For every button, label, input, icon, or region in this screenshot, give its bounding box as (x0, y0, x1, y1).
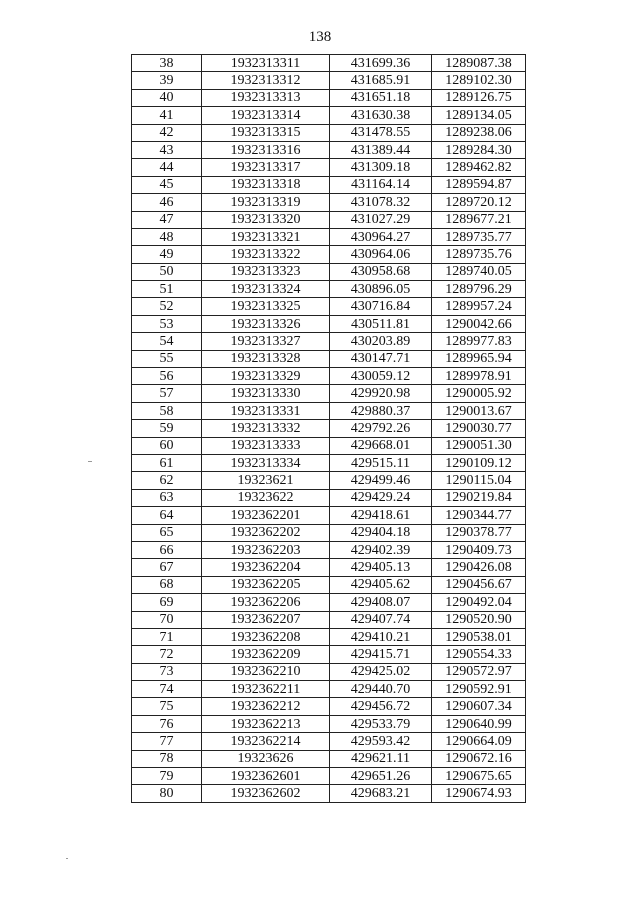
y-coordinate-cell: 1290664.09 (432, 733, 526, 750)
table-row (132, 176, 526, 193)
x-coordinate-cell: 429499.46 (330, 472, 432, 489)
x-coordinate-cell: 431651.18 (330, 89, 432, 106)
table-row (132, 715, 526, 732)
point-id-cell: 1932313323 (202, 263, 330, 280)
point-number-cell: 41 (132, 107, 202, 124)
table-row (132, 350, 526, 367)
x-coordinate-cell: 430203.89 (330, 333, 432, 350)
table-row (132, 750, 526, 767)
point-id-cell: 1932362206 (202, 594, 330, 611)
table-row (132, 228, 526, 245)
point-id-cell: 1932313320 (202, 211, 330, 228)
x-coordinate-cell: 429593.42 (330, 733, 432, 750)
point-number-cell: 73 (132, 663, 202, 680)
page-number: 138 (308, 29, 332, 45)
y-coordinate-cell: 1290051.30 (432, 437, 526, 454)
point-number-cell: 59 (132, 420, 202, 437)
y-coordinate-cell: 1290675.65 (432, 768, 526, 785)
point-id-cell: 1932362212 (202, 698, 330, 715)
point-id-cell: 1932362213 (202, 715, 330, 732)
table-row (132, 298, 526, 315)
point-id-cell: 1932362214 (202, 733, 330, 750)
x-coordinate-cell: 429651.26 (330, 768, 432, 785)
point-number-cell: 62 (132, 472, 202, 489)
x-coordinate-cell: 429515.11 (330, 454, 432, 471)
y-coordinate-cell: 1289735.77 (432, 228, 526, 245)
point-number-cell: 78 (132, 750, 202, 767)
point-number-cell: 72 (132, 646, 202, 663)
point-id-cell: 1932362210 (202, 663, 330, 680)
y-coordinate-cell: 1290607.34 (432, 698, 526, 715)
x-coordinate-cell: 431078.32 (330, 194, 432, 211)
table-row (132, 194, 526, 211)
point-id-cell: 1932313330 (202, 385, 330, 402)
point-number-cell: 40 (132, 89, 202, 106)
x-coordinate-cell: 429792.26 (330, 420, 432, 437)
x-coordinate-cell: 429456.72 (330, 698, 432, 715)
point-number-cell: 61 (132, 454, 202, 471)
point-id-cell: 1932313327 (202, 333, 330, 350)
table-row (132, 489, 526, 506)
point-number-cell: 75 (132, 698, 202, 715)
point-number-cell: 74 (132, 681, 202, 698)
table-row (132, 507, 526, 524)
point-id-cell: 1932362202 (202, 524, 330, 541)
x-coordinate-cell: 429410.21 (330, 628, 432, 645)
point-number-cell: 56 (132, 368, 202, 385)
y-coordinate-cell: 1289735.76 (432, 246, 526, 263)
y-coordinate-cell: 1289796.29 (432, 281, 526, 298)
y-coordinate-cell: 1290409.73 (432, 541, 526, 558)
y-coordinate-cell: 1290042.66 (432, 315, 526, 332)
y-coordinate-cell: 1290378.77 (432, 524, 526, 541)
x-coordinate-cell: 430511.81 (330, 315, 432, 332)
point-id-cell: 1932313332 (202, 420, 330, 437)
y-coordinate-cell: 1289238.06 (432, 124, 526, 141)
point-number-cell: 64 (132, 507, 202, 524)
point-number-cell: 67 (132, 559, 202, 576)
x-coordinate-cell: 429533.79 (330, 715, 432, 732)
point-id-cell: 1932313319 (202, 194, 330, 211)
table-row (132, 437, 526, 454)
table-row (132, 663, 526, 680)
y-coordinate-cell: 1290013.67 (432, 402, 526, 419)
y-coordinate-cell: 1289462.82 (432, 159, 526, 176)
y-coordinate-cell: 1290426.08 (432, 559, 526, 576)
table-row (132, 159, 526, 176)
table-row (132, 281, 526, 298)
y-coordinate-cell: 1290492.04 (432, 594, 526, 611)
scan-speck (66, 858, 68, 859)
x-coordinate-cell: 429402.39 (330, 541, 432, 558)
y-coordinate-cell: 1289720.12 (432, 194, 526, 211)
y-coordinate-cell: 1289126.75 (432, 89, 526, 106)
y-coordinate-cell: 1290538.01 (432, 628, 526, 645)
point-id-cell: 1932313324 (202, 281, 330, 298)
table-row (132, 72, 526, 89)
table-row (132, 681, 526, 698)
x-coordinate-cell: 429440.70 (330, 681, 432, 698)
point-id-cell: 1932362601 (202, 768, 330, 785)
x-coordinate-cell: 429683.21 (330, 785, 432, 802)
point-id-cell: 1932362602 (202, 785, 330, 802)
point-id-cell: 19323621 (202, 472, 330, 489)
y-coordinate-cell: 1290030.77 (432, 420, 526, 437)
point-id-cell: 1932313318 (202, 176, 330, 193)
x-coordinate-cell: 429418.61 (330, 507, 432, 524)
y-coordinate-cell: 1290109.12 (432, 454, 526, 471)
x-coordinate-cell: 431699.36 (330, 55, 432, 72)
point-number-cell: 65 (132, 524, 202, 541)
point-number-cell: 71 (132, 628, 202, 645)
x-coordinate-cell: 429404.18 (330, 524, 432, 541)
point-id-cell: 1932313331 (202, 402, 330, 419)
point-id-cell: 1932313316 (202, 141, 330, 158)
y-coordinate-cell: 1289740.05 (432, 263, 526, 280)
coordinates-table-body (132, 55, 526, 803)
point-id-cell: 1932362205 (202, 576, 330, 593)
table-row (132, 141, 526, 158)
x-coordinate-cell: 431478.55 (330, 124, 432, 141)
point-id-cell: 1932362207 (202, 611, 330, 628)
y-coordinate-cell: 1290456.67 (432, 576, 526, 593)
x-coordinate-cell: 430964.06 (330, 246, 432, 263)
x-coordinate-cell: 429621.11 (330, 750, 432, 767)
point-id-cell: 1932313329 (202, 368, 330, 385)
x-coordinate-cell: 431685.91 (330, 72, 432, 89)
x-coordinate-cell: 429405.13 (330, 559, 432, 576)
table-row (132, 211, 526, 228)
point-id-cell: 1932313311 (202, 55, 330, 72)
table-row (132, 611, 526, 628)
point-number-cell: 54 (132, 333, 202, 350)
point-number-cell: 46 (132, 194, 202, 211)
point-id-cell: 1932313314 (202, 107, 330, 124)
table-row (132, 646, 526, 663)
table-row (132, 368, 526, 385)
point-id-cell: 1932362203 (202, 541, 330, 558)
point-number-cell: 49 (132, 246, 202, 263)
table-row (132, 246, 526, 263)
point-id-cell: 1932362208 (202, 628, 330, 645)
point-number-cell: 80 (132, 785, 202, 802)
table-row (132, 385, 526, 402)
point-number-cell: 43 (132, 141, 202, 158)
y-coordinate-cell: 1289102.30 (432, 72, 526, 89)
point-id-cell: 1932313325 (202, 298, 330, 315)
point-id-cell: 1932362201 (202, 507, 330, 524)
point-number-cell: 44 (132, 159, 202, 176)
point-id-cell: 1932362204 (202, 559, 330, 576)
table-row (132, 733, 526, 750)
point-number-cell: 60 (132, 437, 202, 454)
y-coordinate-cell: 1290115.04 (432, 472, 526, 489)
y-coordinate-cell: 1289284.30 (432, 141, 526, 158)
table-row (132, 524, 526, 541)
point-id-cell: 1932313334 (202, 454, 330, 471)
point-id-cell: 1932313328 (202, 350, 330, 367)
x-coordinate-cell: 430147.71 (330, 350, 432, 367)
y-coordinate-cell: 1290592.91 (432, 681, 526, 698)
point-number-cell: 57 (132, 385, 202, 402)
table-row (132, 454, 526, 471)
point-id-cell: 1932313313 (202, 89, 330, 106)
x-coordinate-cell: 431309.18 (330, 159, 432, 176)
x-coordinate-cell: 429405.62 (330, 576, 432, 593)
point-number-cell: 51 (132, 281, 202, 298)
point-id-cell: 1932313326 (202, 315, 330, 332)
table-row (132, 576, 526, 593)
y-coordinate-cell: 1289677.21 (432, 211, 526, 228)
table-row (132, 89, 526, 106)
point-number-cell: 66 (132, 541, 202, 558)
table-row (132, 333, 526, 350)
y-coordinate-cell: 1289087.38 (432, 55, 526, 72)
y-coordinate-cell: 1289594.87 (432, 176, 526, 193)
y-coordinate-cell: 1290344.77 (432, 507, 526, 524)
scan-speck (88, 461, 92, 462)
table-row (132, 315, 526, 332)
y-coordinate-cell: 1290572.97 (432, 663, 526, 680)
point-number-cell: 53 (132, 315, 202, 332)
y-coordinate-cell: 1289978.91 (432, 368, 526, 385)
point-id-cell: 1932313315 (202, 124, 330, 141)
table-row (132, 107, 526, 124)
x-coordinate-cell: 430958.68 (330, 263, 432, 280)
point-id-cell: 1932313312 (202, 72, 330, 89)
coordinates-table-container (131, 54, 526, 803)
table-row (132, 420, 526, 437)
x-coordinate-cell: 429429.24 (330, 489, 432, 506)
table-row (132, 698, 526, 715)
point-id-cell: 1932313317 (202, 159, 330, 176)
point-number-cell: 50 (132, 263, 202, 280)
y-coordinate-cell: 1289957.24 (432, 298, 526, 315)
point-id-cell: 1932313321 (202, 228, 330, 245)
point-number-cell: 69 (132, 594, 202, 611)
x-coordinate-cell: 430059.12 (330, 368, 432, 385)
y-coordinate-cell: 1289965.94 (432, 350, 526, 367)
x-coordinate-cell: 430964.27 (330, 228, 432, 245)
table-row (132, 124, 526, 141)
y-coordinate-cell: 1290554.33 (432, 646, 526, 663)
point-number-cell: 42 (132, 124, 202, 141)
table-row (132, 472, 526, 489)
x-coordinate-cell: 430896.05 (330, 281, 432, 298)
point-number-cell: 77 (132, 733, 202, 750)
point-id-cell: 1932362209 (202, 646, 330, 663)
x-coordinate-cell: 431164.14 (330, 176, 432, 193)
y-coordinate-cell: 1290219.84 (432, 489, 526, 506)
point-id-cell: 1932362211 (202, 681, 330, 698)
point-number-cell: 45 (132, 176, 202, 193)
point-number-cell: 55 (132, 350, 202, 367)
y-coordinate-cell: 1290674.93 (432, 785, 526, 802)
x-coordinate-cell: 429407.74 (330, 611, 432, 628)
y-coordinate-cell: 1290672.16 (432, 750, 526, 767)
point-number-cell: 76 (132, 715, 202, 732)
x-coordinate-cell: 431630.38 (330, 107, 432, 124)
table-row (132, 628, 526, 645)
table-row (132, 541, 526, 558)
table-row (132, 263, 526, 280)
point-id-cell: 19323622 (202, 489, 330, 506)
table-row (132, 402, 526, 419)
point-id-cell: 1932313322 (202, 246, 330, 263)
point-number-cell: 63 (132, 489, 202, 506)
x-coordinate-cell: 429668.01 (330, 437, 432, 454)
coordinates-table (131, 54, 526, 803)
table-row (132, 768, 526, 785)
point-number-cell: 39 (132, 72, 202, 89)
x-coordinate-cell: 431389.44 (330, 141, 432, 158)
point-number-cell: 68 (132, 576, 202, 593)
y-coordinate-cell: 1290005.92 (432, 385, 526, 402)
table-row (132, 594, 526, 611)
point-id-cell: 1932313333 (202, 437, 330, 454)
x-coordinate-cell: 429408.07 (330, 594, 432, 611)
x-coordinate-cell: 429920.98 (330, 385, 432, 402)
y-coordinate-cell: 1289134.05 (432, 107, 526, 124)
x-coordinate-cell: 429425.02 (330, 663, 432, 680)
y-coordinate-cell: 1290640.99 (432, 715, 526, 732)
x-coordinate-cell: 431027.29 (330, 211, 432, 228)
point-number-cell: 38 (132, 55, 202, 72)
x-coordinate-cell: 429415.71 (330, 646, 432, 663)
y-coordinate-cell: 1290520.90 (432, 611, 526, 628)
point-number-cell: 47 (132, 211, 202, 228)
point-number-cell: 70 (132, 611, 202, 628)
point-id-cell: 19323626 (202, 750, 330, 767)
point-number-cell: 58 (132, 402, 202, 419)
point-number-cell: 48 (132, 228, 202, 245)
table-row (132, 55, 526, 72)
table-row (132, 559, 526, 576)
x-coordinate-cell: 430716.84 (330, 298, 432, 315)
point-number-cell: 52 (132, 298, 202, 315)
x-coordinate-cell: 429880.37 (330, 402, 432, 419)
table-row (132, 785, 526, 802)
point-number-cell: 79 (132, 768, 202, 785)
y-coordinate-cell: 1289977.83 (432, 333, 526, 350)
